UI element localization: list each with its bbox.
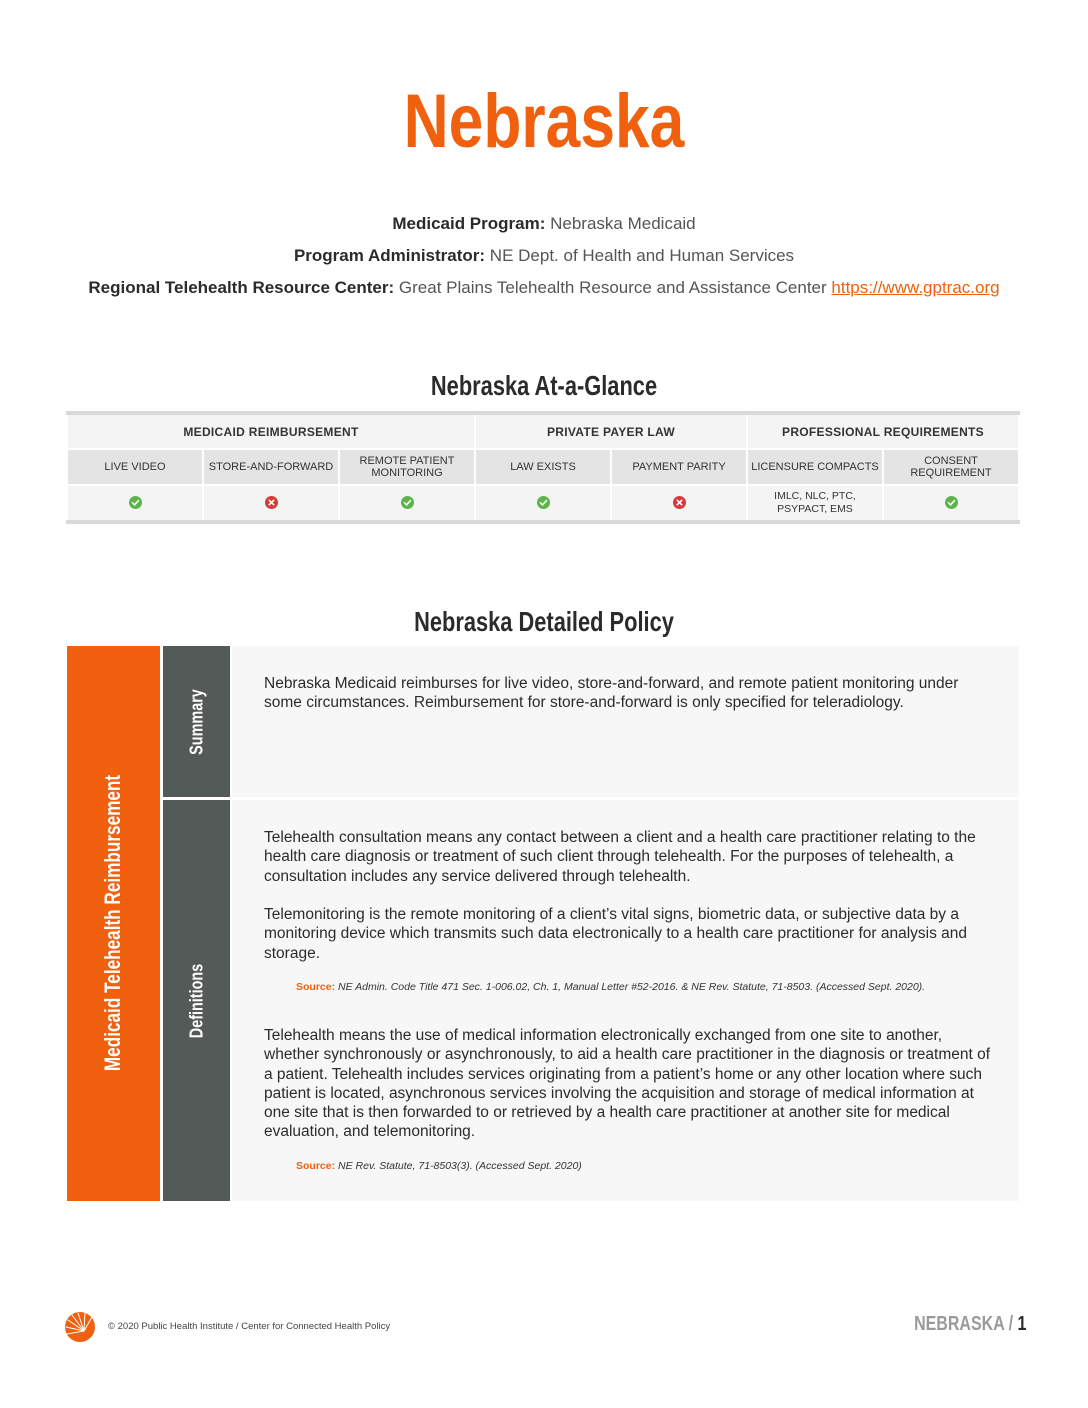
check-icon [401, 496, 414, 509]
cell-licensure-compacts: IMLC, NLC, PTC, PSYPACT, EMS [747, 485, 883, 522]
footer-page-label [914, 1313, 1026, 1336]
col-payment-parity: PAYMENT PARITY [611, 449, 747, 485]
sunburst-logo-icon [64, 1311, 96, 1343]
side-label: Medicaid Telehealth Reimbursement [100, 774, 125, 1072]
cell-store-and-forward [203, 485, 339, 522]
definition-paragraph-2: Telemonitoring is the remote monitoring of a client’s vital signs, biometric data, or subjective data by a monitoring device which transmits such data electronically to a health care practitioner for analysis and storage. [264, 906, 968, 962]
group-professional-requirements: PROFESSIONAL REQUIREMENTS [747, 413, 1019, 449]
rtrc-value: Great Plains Telehealth Resource and Assistance Center [398, 278, 827, 297]
cell-consent-requirement [883, 485, 1019, 522]
col-store-and-forward: STORE-AND-FORWARD [203, 449, 339, 485]
source-note-2 [296, 1160, 582, 1172]
check-icon [129, 496, 142, 509]
source-text: NE Admin. Code Title 471 Sec. 1-006.02, Ch. 1, Manual Letter #52-2016. & NE Rev. Statute, 71-8503. (Accessed Sept. 2020). [338, 981, 926, 993]
footer-state: NEBRASKA / [913, 1313, 1013, 1335]
group-medicaid-reimbursement: MEDICAID REIMBURSEMENT [67, 413, 475, 449]
definition-paragraph-3: Telehealth means the use of medical information electronically exchanged from one site to another, whether synchronously or asynchronously, to aid a health care practitioner in the diagnosis or treatment of a patient. Telehealth includes services originating from a patient’s home or any other location where such patient is located, asynchronous services involving the acquisition and storage of medical information at one site that is then forwarded to or retrieved by a health care practitioner at another site for medical evaluation, and telemonitoring. [264, 1027, 991, 1141]
x-icon [265, 496, 278, 509]
definition-paragraph-1: Telehealth consultation means any contact between a client and a health care practitioner relating to the health care diagnosis or treatment of such client through telehealth. For the purposes of telehealth, a consultation includes any service delivered through telehealth. [264, 829, 976, 885]
rtrc-link[interactable]: https://www.gptrac.org [831, 278, 1000, 297]
cell-remote-patient-monitoring [339, 485, 475, 522]
cell-law-exists [475, 485, 611, 522]
check-icon [945, 496, 958, 509]
source-label: Source: [296, 1160, 336, 1172]
definitions-tab-label: Definitions [186, 963, 207, 1038]
program-admin-line [0, 246, 1088, 266]
col-remote-patient-monitoring: REMOTE PATIENT MONITORING [339, 449, 475, 485]
rtrc-line [0, 278, 1088, 298]
program-admin-label: Program Administrator: [293, 246, 486, 265]
side-label-bar [67, 646, 160, 1201]
page-number: 1 [1017, 1313, 1026, 1335]
tab-summary [163, 646, 230, 797]
cell-live-video [67, 485, 203, 522]
source-note-1 [296, 981, 925, 993]
medicaid-program-label: Medicaid Program: [392, 214, 546, 233]
glance-table [66, 411, 1020, 524]
summary-text: Nebraska Medicaid reimburses for live video, store-and-forward, and remote patient monitoring under some circumstances. Reimbursement for store-and-forward is only specified for teleradiology. [264, 675, 959, 712]
medicaid-program-line [0, 214, 1088, 234]
rtrc-label: Regional Telehealth Resource Center: [88, 278, 395, 297]
cell-payment-parity [611, 485, 747, 522]
x-icon [673, 496, 686, 509]
source-label: Source: [296, 981, 336, 993]
group-private-payer-law: PRIVATE PAYER LAW [475, 413, 747, 449]
medicaid-program-value: Nebraska Medicaid [550, 214, 696, 233]
detail-heading: Nebraska Detailed Policy [414, 606, 674, 637]
page-title: Nebraska [403, 79, 685, 164]
source-text: NE Rev. Statute, 71-8503(3). (Accessed Sept. 2020) [338, 1160, 582, 1172]
col-consent-requirement: CONSENT REQUIREMENT [883, 449, 1019, 485]
col-law-exists: LAW EXISTS [475, 449, 611, 485]
glance-heading: Nebraska At-a-Glance [430, 370, 658, 401]
tab-definitions [163, 800, 230, 1201]
col-licensure-compacts: LICENSURE COMPACTS [747, 449, 883, 485]
check-icon [537, 496, 550, 509]
program-admin-value: NE Dept. of Health and Human Services [489, 246, 795, 265]
footer-copyright: © 2020 Public Health Institute / Center for Connected Health Policy [108, 1321, 391, 1332]
summary-tab-label: Summary [186, 688, 207, 755]
col-live-video: LIVE VIDEO [67, 449, 203, 485]
summary-box [232, 646, 1019, 797]
